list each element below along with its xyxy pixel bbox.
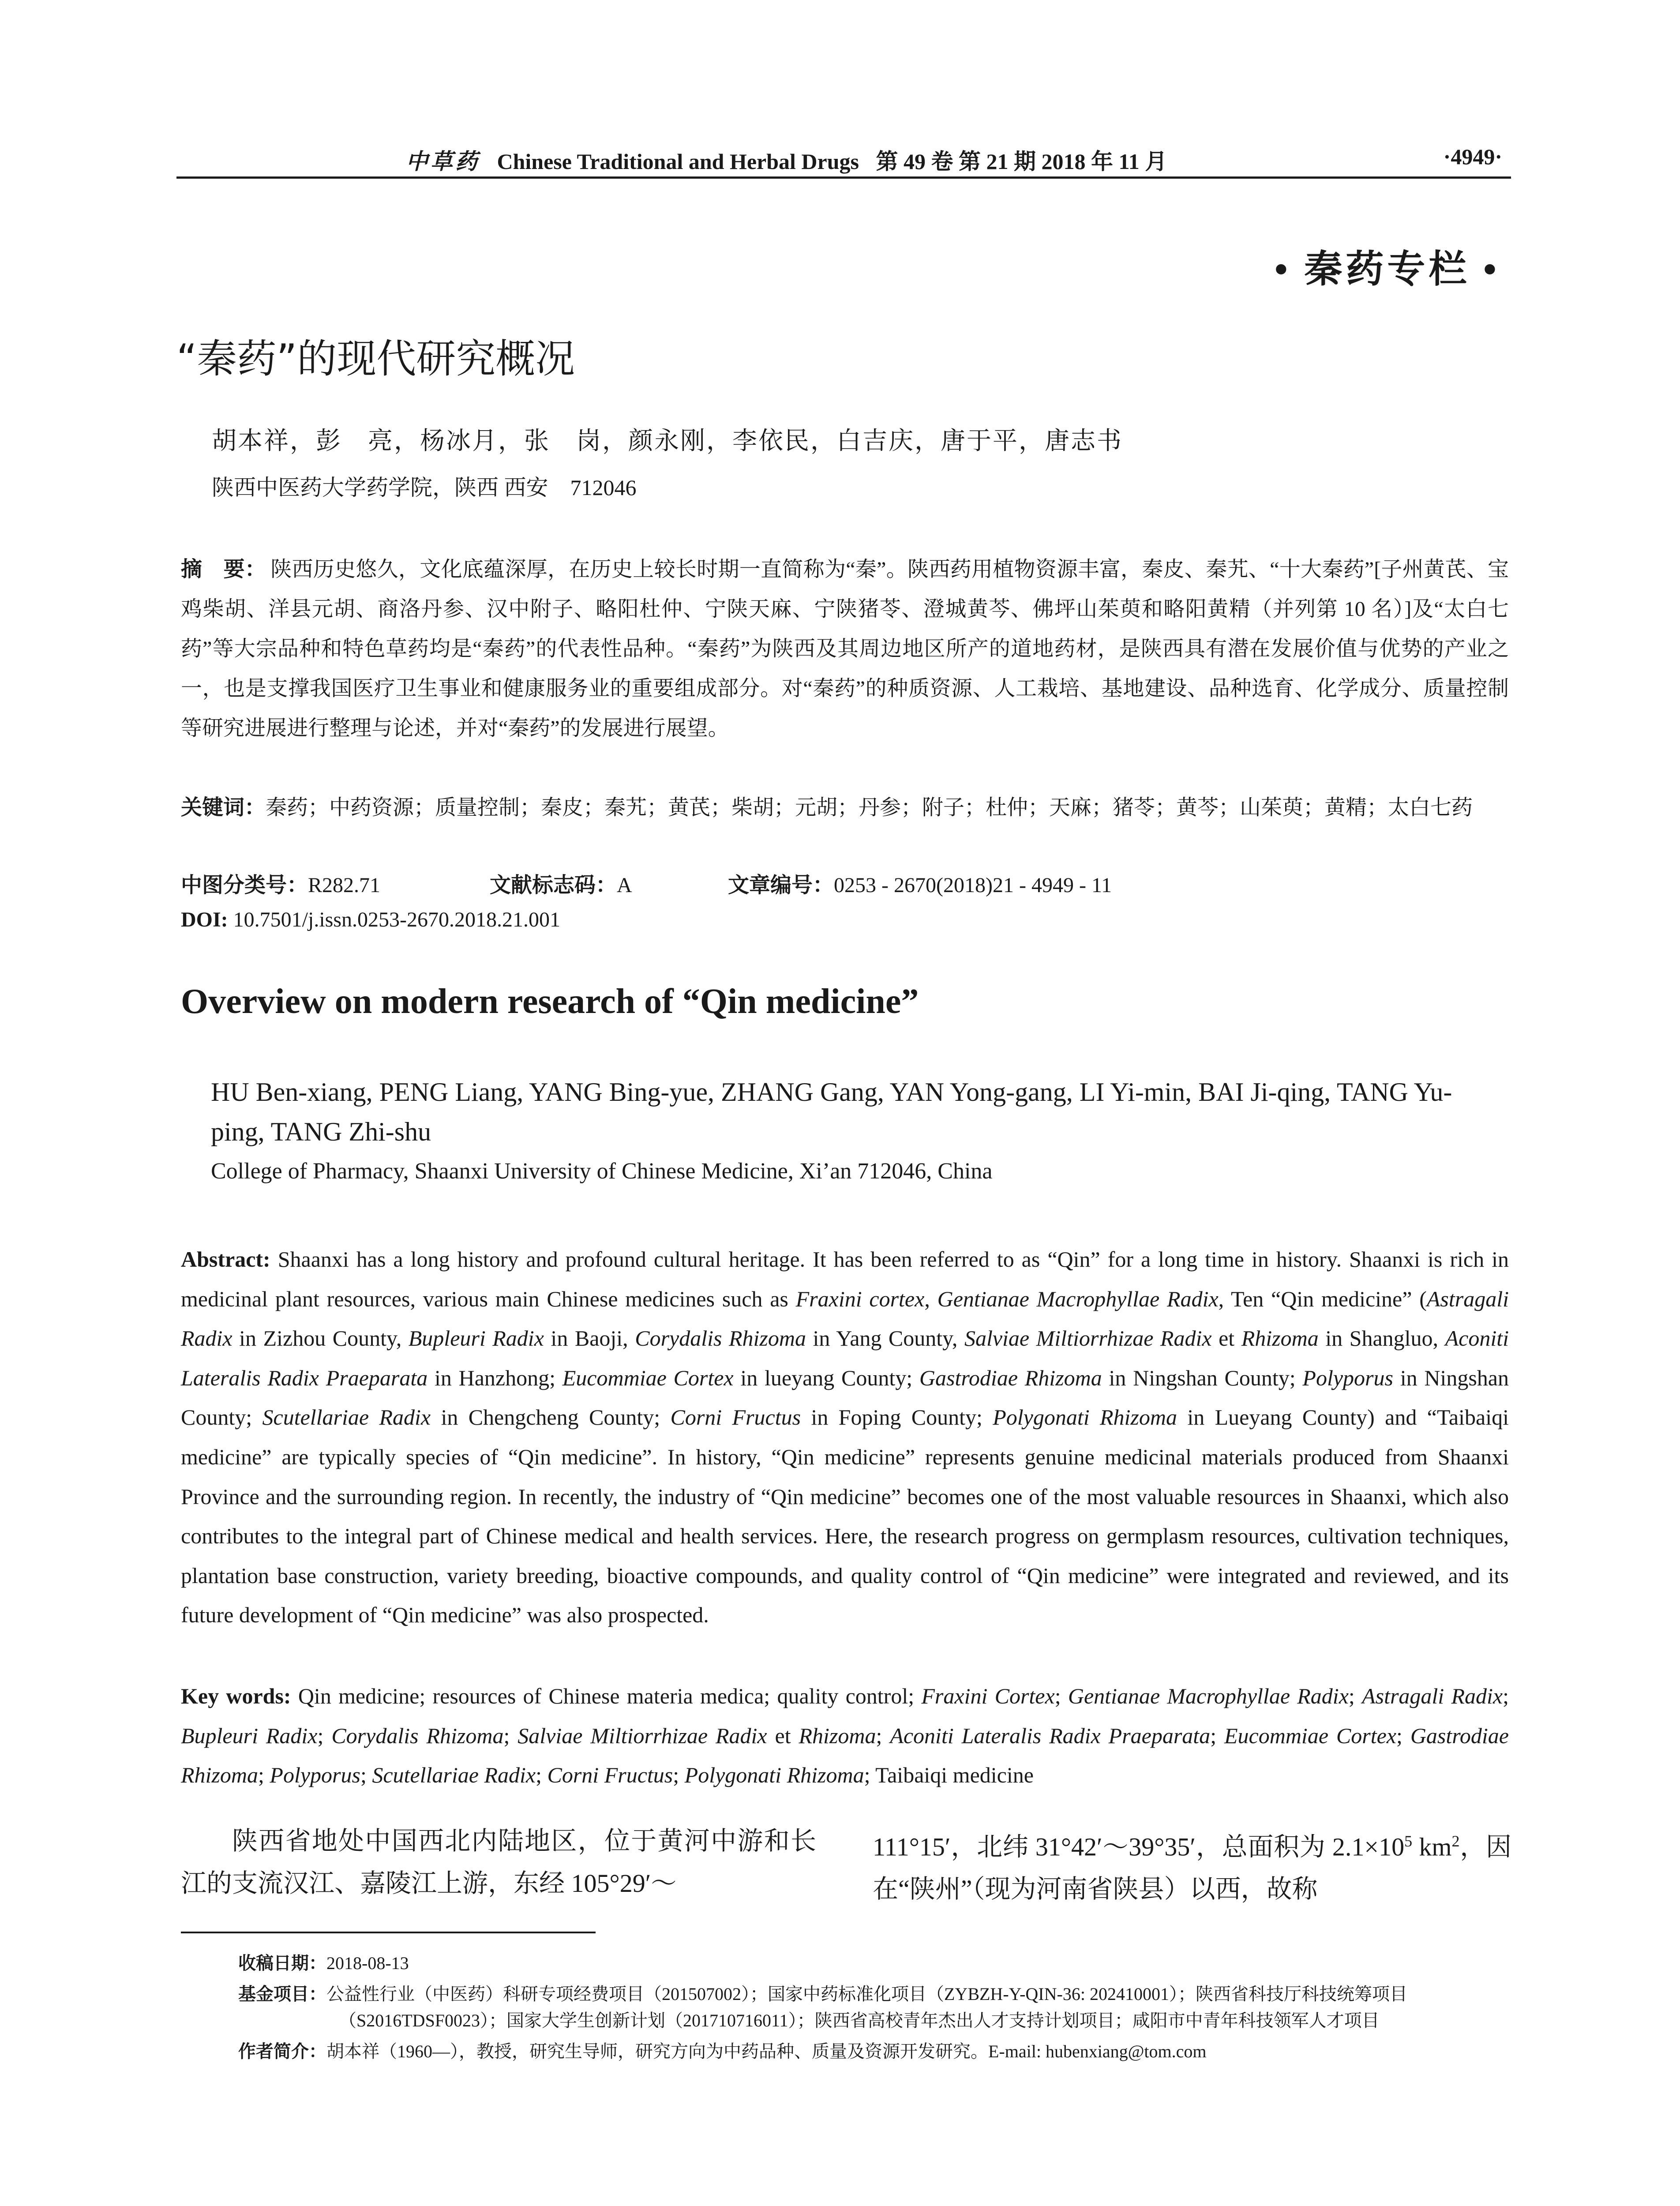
abstract-en-seg: , [924, 1286, 938, 1311]
latin-name: Gastrodiae Rhizoma [919, 1365, 1102, 1390]
abstract-en-seg: et [1211, 1326, 1241, 1351]
latin-name: Gentianae Macrophyllae Radix [1068, 1684, 1349, 1708]
page-number: ·4949· [1443, 144, 1502, 169]
keywords-en-seg: Qin medicine; resources of Chinese materia medica; quality control; [291, 1684, 922, 1708]
keywords-en-seg: ; [1396, 1723, 1410, 1748]
header-rule [176, 176, 1511, 179]
doi-label: DOI: [181, 908, 228, 931]
abstract-en-seg: in Shangluo, [1318, 1326, 1445, 1351]
doi-value[interactable]: 10.7501/j.issn.0253-2670.2018.21.001 [233, 908, 561, 931]
abstract-en-seg: in Ningshan County; [181, 1365, 1509, 1430]
latin-name: Corydalis Rhizoma [331, 1723, 504, 1748]
keywords-en-seg: et [767, 1723, 799, 1748]
abstract-en-seg: in Ningshan County; [1102, 1365, 1303, 1390]
keywords-en-seg: ; [503, 1723, 518, 1748]
latin-name: Scutellariae Radix [262, 1405, 431, 1430]
abstract-en-seg: in Hanzhong; [428, 1365, 562, 1390]
body-column-right [873, 1820, 1511, 1910]
keywords-cn [181, 788, 1509, 828]
clc-value: R282.71 [308, 874, 381, 897]
author-bio-label: 作者简介： [238, 2041, 326, 2062]
latin-name: Gentianae Macrophyllae Radix [937, 1286, 1219, 1311]
latin-name: Fraxini cortex [795, 1286, 925, 1311]
keywords-en-seg: ; [317, 1723, 332, 1748]
footnote-funding [238, 1981, 1513, 2034]
superscript: 5 [1404, 1832, 1413, 1850]
doc-label: 文献标志码： [490, 873, 617, 897]
latin-name: Gastrodiae Rhizoma [181, 1723, 1509, 1788]
journal-name-cn: 中草药 [406, 149, 480, 174]
latin-name: Corydalis Rhizoma [635, 1326, 806, 1351]
authors-en: HU Ben-xiang, PENG Liang, YANG Bing-yue, ZHANG Gang, YAN Yong-gang, LI Yi-min, BAI Ji-qing, TANG Yu-ping, TANG Zhi-shu [211, 1077, 1452, 1146]
footnote-received [238, 1950, 1513, 1977]
clc-code [181, 868, 380, 898]
abstract-en-seg: Shaanxi has a long history and profound cultural heritage. It has been referred to as “Qin” for a long time in history. Shaanxi is rich in medicinal plant resources, various main Chinese medicines such as [181, 1247, 1509, 1311]
document-code [490, 868, 632, 898]
footnote-rule [181, 1932, 596, 1933]
abstract-en-label: Abstract: [181, 1247, 270, 1272]
latin-name: Polygonati Rhizoma [993, 1405, 1177, 1430]
keywords-en-seg: ; [258, 1763, 270, 1788]
abstract-en-seg: in Lueyang County) and “Taibaiqi medicine” are typically species of “Qin medicine”. In history, “Qin medicine” represents genuine medicinal materials produced from Shaanxi Province and the surrounding region. In recently, the industry of “Qin medicine” becomes one of the most valuable resources in Shaanxi, which also contributes to the integral part of Chinese medical and health services. Here, the research progress on germplasm resources, cultivation techniques, plantation base construction, variety breeding, bioactive compounds, and quality control of “Qin medicine” were integrated and reviewed, and its future development of “Qin medicine” was also prospected. [181, 1405, 1509, 1628]
keywords-en-seg: ; [360, 1763, 372, 1788]
keywords-en-seg: ; Taibaiqi medicine [864, 1763, 1034, 1788]
abstract-en-seg: in Baoji, [544, 1326, 635, 1351]
latin-name: Aconiti Lateralis Radix Praeparata [181, 1326, 1509, 1390]
latin-name: Corni Fructus [670, 1405, 801, 1430]
latin-name: Scutellariae Radix [372, 1763, 536, 1788]
keywords-en-label: Key words: [181, 1684, 291, 1708]
abstract-cn-label: 摘 要： [181, 557, 266, 582]
affiliation-en: College of Pharmacy, Shaanxi University of Chinese Medicine, Xi’an 712046, China [211, 1159, 993, 1184]
keywords-en-seg: ; [1503, 1684, 1509, 1708]
abstract-cn [181, 549, 1509, 748]
latin-name: Eucommiae Cortex [562, 1365, 734, 1390]
fund-text: 公益性行业（中医药）科研专项经费项目（201507002）；国家中药标准化项目（ZYBZH-Y-QIN-36: 202410001）；陕西省科技厅科技统筹项目（S2016TDSF0023）；国家大学生创新计划（201710716011）；陕西省高校青年杰出人才支持计划项目；咸阳市中青年科技领军人才项目 [326, 1984, 1407, 2030]
footnotes [238, 1950, 1513, 2069]
abstract-en-seg: in Zizhou County, [232, 1326, 409, 1351]
author-bio-text: 胡本祥（1960—），教授，研究生导师，研究方向为中药品种、质量及资源开发研究。E-mail: hubenxiang@tom.com [326, 2041, 1207, 2061]
keywords-en-seg: ; [1210, 1723, 1224, 1748]
abstract-en-seg: in lueyang County; [733, 1365, 919, 1390]
affiliation-cn: 陕西中医药大学药学院，陕西 西安 712046 [212, 475, 637, 500]
latin-name: Astragali Radix [181, 1286, 1509, 1351]
received-label: 收稿日期： [238, 1953, 326, 1973]
latin-name: Polyporus [270, 1763, 360, 1788]
latin-name: Salviae Miltiorrhizae Radix [964, 1326, 1212, 1351]
fund-label: 基金项目： [238, 1984, 326, 2004]
latin-name: Corni Fructus [547, 1763, 673, 1788]
clc-label: 中图分类号： [181, 873, 308, 897]
latin-name: Fraxini Cortex [921, 1684, 1055, 1708]
latin-name: Eucommiae Cortex [1224, 1723, 1397, 1748]
abstract-en [181, 1240, 1509, 1635]
keywords-cn-label: 关键词： [181, 795, 266, 820]
abstract-en-seg: in Foping County; [801, 1405, 993, 1430]
latin-name: Rhizoma [1241, 1326, 1319, 1351]
latin-name: Aconiti Lateralis Radix Praeparata [890, 1723, 1211, 1748]
latin-name: Astragali Radix [1362, 1684, 1503, 1708]
abstract-en-seg: in Yang County, [806, 1326, 964, 1351]
keywords-en [181, 1677, 1509, 1795]
latin-name: Salviae Miltiorrhizae Radix [518, 1723, 767, 1748]
footnote-author [238, 2038, 1513, 2065]
received-date: 2018-08-13 [326, 1953, 409, 1973]
keywords-en-seg: ; [876, 1723, 890, 1748]
abstract-cn-text: 陕西历史悠久，文化底蕴深厚，在历史上较长时期一直简称为“秦”。陕西药用植物资源丰富，秦皮、秦艽、“十大秦药”[子州黄芪、宝鸡柴胡、洋县元胡、商洛丹参、汉中附子、略阳杜仲、宁陕天麻、宁陕猪苓、澄城黄芩、佛坪山茱萸和略阳黄精（并列第 10 名）]及“太白七药”等大宗品种和特色草药均是“秦药”的代表性品种。“秦药”为陕西及其周边地区所产的道地药材，是陕西具有潜在发展价值与优势的产业之一，也是支撑我国医疗卫生事业和健康服务业的重要组成部分。对“秦药”的种质资源、人工栽培、基地建设、品种选育、化学成分、质量控制等研究进展进行整理与论述，并对“秦药”的发展进行展望。 [181, 558, 1509, 740]
issue-info: 第 49 卷 第 21 期 2018 年 11 月 [876, 149, 1167, 174]
article-number [728, 868, 1112, 898]
latin-name: Polyporus [1302, 1365, 1393, 1390]
superscript: 2 [1451, 1832, 1460, 1850]
journal-info [406, 144, 1167, 176]
abstract-en-seg: in Chengcheng County; [431, 1405, 671, 1430]
doi [181, 908, 560, 932]
article-label: 文章编号： [728, 873, 834, 897]
keywords-cn-text: 秦药；中药资源；质量控制；秦皮；秦艽；黄芪；柴胡；元胡；丹参；附子；杜仲；天麻；猪苓；黄芩；山茱萸；黄精；太白七药 [266, 796, 1473, 819]
body-column-left: 陕西省地处中国西北内陆地区，位于黄河中游和长江的支流汉江、嘉陵江上游，东经 105°29′～ [181, 1827, 816, 1898]
authors-cn: 胡本祥，彭 亮，杨冰月，张 岗，颜永刚，李依民，白吉庆，唐于平，唐志书 [212, 428, 1123, 455]
latin-name: Rhizoma [799, 1723, 876, 1748]
keywords-en-seg: ; [1054, 1684, 1068, 1708]
latin-name: Bupleuri Radix [408, 1326, 544, 1351]
article-value: 0253 - 2670(2018)21 - 4949 - 11 [834, 874, 1112, 897]
running-header [176, 140, 1511, 176]
latin-name: Polygonati Rhizoma [684, 1763, 864, 1788]
keywords-en-seg: ; [536, 1763, 548, 1788]
latin-name: Bupleuri Radix [181, 1723, 318, 1748]
journal-name-en: Chinese Traditional and Herbal Drugs [497, 149, 859, 174]
keywords-en-seg: ; [673, 1763, 685, 1788]
body-text-seg: ，因在“陕州”（现为河南省陕县）以西，故称 [873, 1832, 1511, 1904]
doc-value: A [617, 874, 632, 897]
column-tag: • 秦药专栏 • [1274, 248, 1500, 290]
title-cn: “秦药”的现代研究概况 [176, 336, 575, 382]
body-text-seg: 111°15′，北纬 31°42′～39°35′，总面积为 2.1×10 [873, 1832, 1405, 1861]
body-text-seg: km [1412, 1832, 1452, 1861]
title-en: Overview on modern research of “Qin medicine” [181, 982, 919, 1021]
abstract-en-seg: , Ten “Qin medicine” ( [1218, 1286, 1427, 1311]
keywords-en-seg: ; [1348, 1684, 1362, 1708]
